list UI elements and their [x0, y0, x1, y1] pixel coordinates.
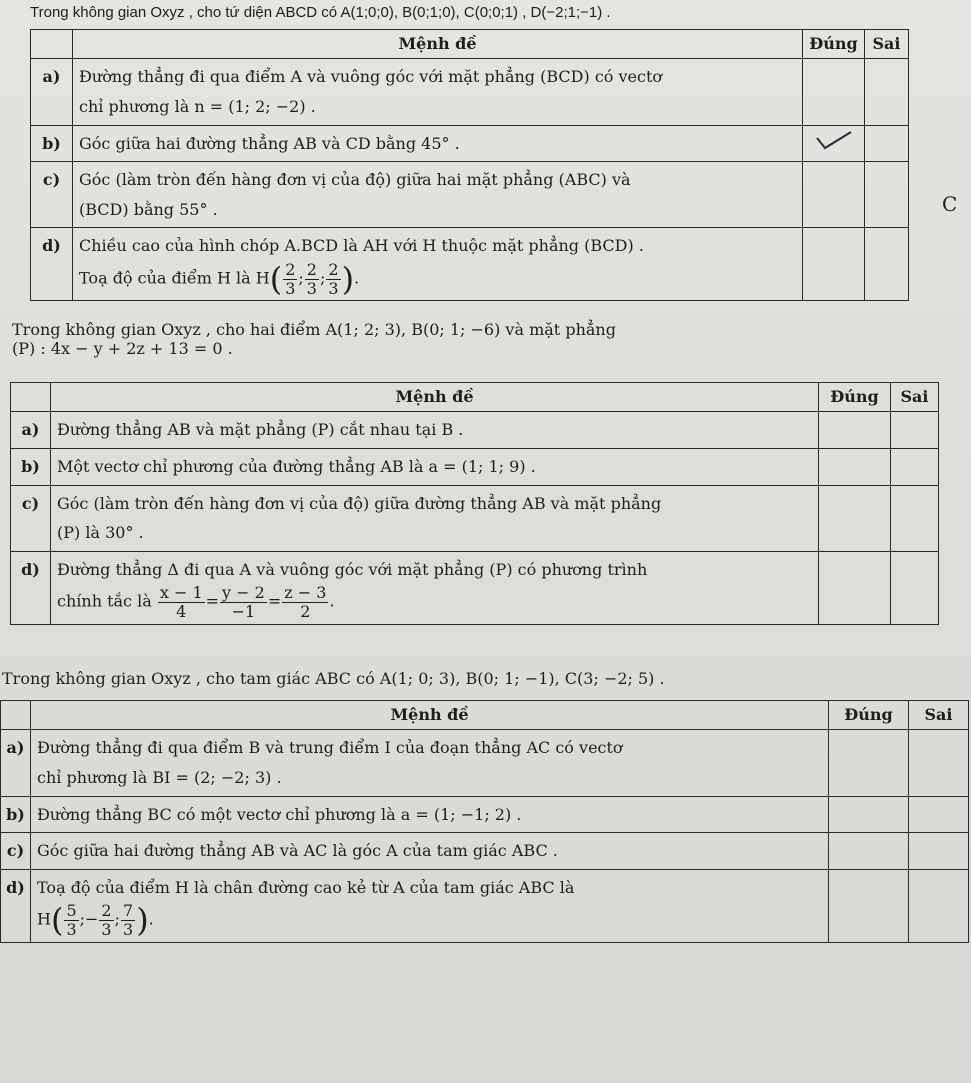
q1-row-a	[31, 59, 909, 125]
statement-line-with-fractions: Toạ độ của điểm H là H( $\frac{2}{3}$ ; $\frac{2}{3}$ ; $\frac{2}{3}$ ).	[79, 259, 360, 299]
q1-row-d	[31, 228, 909, 301]
q1-table	[30, 29, 909, 301]
fraction: $\frac{2}{3}$	[101, 901, 112, 939]
q1-intro: Trong không gian Oxyz , cho tứ diện ABCD có A(1;0;0), B(0;1;0), C(0;0;1) , D(−2;1;−1) .	[30, 4, 611, 21]
row-label: d)	[11, 551, 51, 624]
true-cell[interactable]	[819, 448, 891, 485]
false-cell[interactable]	[909, 730, 969, 796]
statement-line: Góc giữa hai đường thẳng AB và AC là góc A của tam giác ABC .	[37, 841, 558, 861]
statement-text	[51, 412, 819, 449]
false-cell[interactable]	[865, 162, 909, 228]
q3-header-row	[1, 701, 969, 730]
fraction: $\frac{x - 1}{4}$	[159, 583, 203, 621]
q2-row-d	[11, 551, 939, 624]
q3-row-b	[1, 796, 969, 833]
true-cell[interactable]	[803, 59, 865, 125]
row-label: c)	[1, 833, 31, 870]
q3-header-false: Sai	[909, 701, 969, 730]
statement-text	[31, 730, 829, 796]
true-cell[interactable]	[829, 833, 909, 870]
q3-table	[0, 700, 969, 943]
statement-line: chỉ phương là n = (1; 2; −2) .	[79, 96, 316, 116]
statement-text	[73, 125, 803, 162]
statement-line: Góc (làm tròn đến hàng đơn vị của độ) giữa đường thẳng AB và mặt phẳng	[57, 493, 662, 513]
statement-line: Góc (làm tròn đến hàng đơn vị của độ) giữa hai mặt phẳng (ABC) và	[79, 170, 631, 190]
statement-line: Đường thẳng Δ đi qua A và vuông góc với mặt phẳng (P) có phương trình	[57, 559, 648, 579]
false-cell[interactable]	[891, 412, 939, 449]
fraction: $\frac{y - 2}{-1}$	[222, 583, 265, 621]
q1-header-row	[31, 30, 909, 59]
statement-line: Góc giữa hai đường thẳng AB và CD bằng 45° .	[79, 133, 460, 153]
true-cell[interactable]	[803, 228, 865, 301]
q3-row-c	[1, 833, 969, 870]
statement-text	[31, 869, 829, 942]
q3-header-statement: Mệnh đề	[31, 701, 829, 730]
statement-line-with-fractions: chính tắc là $\frac{x - 1}{4}$ = $\frac{y - 2}{-1}$ = $\frac{z - 3}{2}$ .	[57, 583, 335, 621]
row-label: a)	[11, 412, 51, 449]
q2-header-row	[11, 383, 939, 412]
row-label: a)	[31, 59, 73, 125]
statement-line: Đường thẳng AB và mặt phẳng (P) cắt nhau tại B .	[57, 420, 464, 440]
q3-intro: Trong không gian Oxyz , cho tam giác ABC có A(1; 0; 3), B(0; 1; −1), C(3; −2; 5) .	[2, 669, 665, 688]
statement-line: Đường thẳng đi qua điểm B và trung điểm I của đoạn thẳng AC có vectơ	[37, 738, 623, 758]
q1-row-b	[31, 125, 909, 162]
q2-intro: Trong không gian Oxyz , cho hai điểm A(1; 2; 3), B(0; 1; −6) và mặt phẳng (P) : 4x − y + 2z + 13 = 0 .	[12, 320, 616, 358]
statement-line: chỉ phương là BI = (2; −2; 3) .	[37, 767, 282, 787]
q2-row-c	[11, 485, 939, 551]
statement-text	[31, 796, 829, 833]
q1-header-statement: Mệnh đề	[73, 30, 803, 59]
q3-row-a	[1, 730, 969, 796]
true-cell[interactable]	[803, 125, 865, 162]
row-label: b)	[1, 796, 31, 833]
handwritten-check-icon	[803, 126, 863, 152]
fraction: $\frac{2}{3}$	[285, 259, 296, 298]
q1-header-true: Đúng	[803, 30, 865, 59]
fraction: $\frac{z - 3}{2}$	[284, 583, 327, 621]
fraction: $\frac{5}{3}$	[66, 901, 77, 939]
statement-line: Một vectơ chỉ phương của đường thẳng AB là a = (1; 1; 9) .	[57, 456, 536, 476]
false-cell[interactable]	[909, 796, 969, 833]
true-cell[interactable]	[819, 551, 891, 624]
statement-text	[51, 448, 819, 485]
q1-row-c	[31, 162, 909, 228]
q2-row-b	[11, 448, 939, 485]
false-cell[interactable]	[891, 485, 939, 551]
q1-header-false: Sai	[865, 30, 909, 59]
fraction: $\frac{7}{3}$	[123, 901, 134, 939]
false-cell[interactable]	[909, 833, 969, 870]
q2-table	[10, 382, 939, 625]
statement-line: Toạ độ của điểm H là chân đường cao kẻ từ A của tam giác ABC là	[37, 877, 575, 897]
row-label: b)	[31, 125, 73, 162]
statement-line: Chiều cao của hình chóp A.BCD là AH với H thuộc mặt phẳng (BCD) .	[79, 236, 644, 256]
statement-line: Đường thẳng đi qua điểm A và vuông góc với mặt phẳng (BCD) có vectơ	[79, 67, 663, 87]
false-cell[interactable]	[865, 125, 909, 162]
statement-line: (BCD) bằng 55° .	[79, 199, 218, 219]
margin-mark: C	[942, 192, 958, 216]
false-cell[interactable]	[891, 448, 939, 485]
statement-text	[51, 485, 819, 551]
statement-text	[73, 59, 803, 125]
true-cell[interactable]	[829, 730, 909, 796]
true-cell[interactable]	[819, 485, 891, 551]
statement-line: Đường thẳng BC có một vectơ chỉ phương là a = (1; −1; 2) .	[37, 804, 522, 824]
fraction: $\frac{2}{3}$	[306, 259, 317, 298]
row-label: c)	[11, 485, 51, 551]
false-cell[interactable]	[891, 551, 939, 624]
true-cell[interactable]	[803, 162, 865, 228]
true-cell[interactable]	[829, 796, 909, 833]
statement-text	[31, 833, 829, 870]
statement-text	[73, 228, 803, 301]
q2-header-statement: Mệnh đề	[51, 383, 819, 412]
false-cell[interactable]	[865, 59, 909, 125]
row-label: c)	[31, 162, 73, 228]
row-label: d)	[31, 228, 73, 301]
false-cell[interactable]	[865, 228, 909, 301]
q2-header-false: Sai	[891, 383, 939, 412]
q2-header-true: Đúng	[819, 383, 891, 412]
fraction: $\frac{2}{3}$	[328, 259, 339, 298]
q2-row-a	[11, 412, 939, 449]
statement-text	[73, 162, 803, 228]
false-cell[interactable]	[909, 869, 969, 942]
statement-text	[51, 551, 819, 624]
q3-header-true: Đúng	[829, 701, 909, 730]
statement-line-with-fractions: H( $\frac{5}{3}$ ;− $\frac{2}{3}$ ; $\frac{7}{3}$ ).	[37, 901, 154, 940]
statement-line: (P) là 30° .	[57, 523, 144, 543]
row-label: b)	[11, 448, 51, 485]
row-label: a)	[1, 730, 31, 796]
true-cell[interactable]	[829, 869, 909, 942]
q3-row-d	[1, 869, 969, 942]
true-cell[interactable]	[819, 412, 891, 449]
row-label: d)	[1, 869, 31, 942]
